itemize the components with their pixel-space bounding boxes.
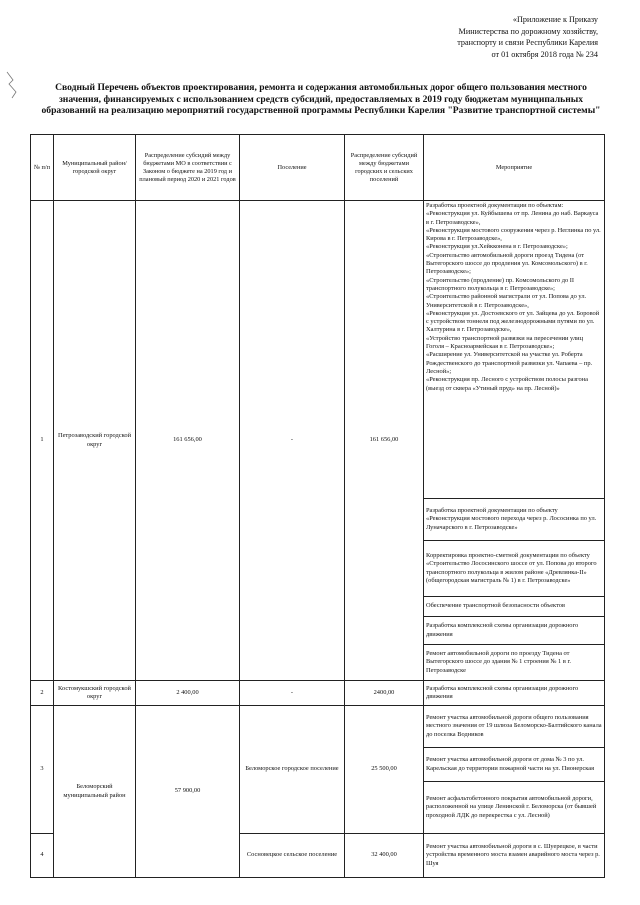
document-title: Сводный Перечень объектов проектирования, ремонта и содержания автомобильных дорог общего пользования местного значения, финансируемых с использованием средств субсидий, предоставляемых в 2019 году бюджетам муниципальных образований на реализацию мероприятий государственной программы Республики Карелия "Развитие транспортной системы" [41, 82, 601, 117]
activity-cell: Ремонт участка автомобильной дороги от дома № 3 по ул. Карельская до территории пожарной части на ул. Пионерская [424, 748, 605, 782]
row-num: 4 [31, 834, 54, 878]
col-header-settlement: Поселение [240, 135, 345, 201]
subsidy-cell: 161 656,00 [136, 201, 240, 681]
distribution-cell: 32 400,00 [345, 834, 424, 878]
col-header-subsidy: Распределение субсидий между бюджетами МО в соответствии с Законом о бюджете на 2019 год и плановый период 2020 и 2021 годов [136, 135, 240, 201]
appendix-header [398, 14, 598, 60]
table-row [31, 201, 605, 499]
activity-cell: Ремонт асфальтобетонного покрытия автомобильной дороги, расположенной на улице Ленинской г. Беломорска (от бывшей проходной ЛДК до перекрестка с ул. Лесной) [424, 782, 605, 834]
distribution-cell: 25 500,00 [345, 706, 424, 834]
activity-line: «Реконструкция пр. Лесного с устройством полосы разгона (выезд от сквера «Утиный пруд» на пр. Лесной)» [426, 376, 588, 392]
appendix-line: транспорту и связи Республики Карелия [457, 38, 598, 48]
activity-line: «Строительство автомобильной дороги проезд Тидена (от Вытегорского шоссе до продления ул. Комсомольского) в г. Петрозаводске»; [426, 251, 588, 276]
settlement-cell: Сосновецкое сельское поселение [240, 834, 345, 878]
row-num: 3 [31, 706, 54, 834]
activity-line: Разработка проектной документации по объектам: [426, 202, 564, 209]
district-cell: Беломорский муниципальный район [54, 706, 136, 878]
appendix-line: Министерства по дорожному хозяйству, [458, 26, 598, 36]
activity-cell [424, 201, 605, 499]
activity-line: «Устройство транспортной развязки на пересечении улиц Гоголя – Красноармейская в г. Петрозаводске»; [426, 334, 583, 351]
col-header-num: № п/п [31, 135, 54, 201]
pen-mark-icon [4, 70, 22, 100]
activity-line: «Реконструкция ул. Куйбышева от пр. Ленина до наб. Варкауса в г. Петрозаводске», [426, 210, 599, 226]
col-header-distribution: Распределение субсидий между бюджетами городских и сельских поселений [345, 135, 424, 201]
activity-cell: Ремонт участка автомобильной дороги общего пользования местного значения от 19 шлюза Беломорско-Балтийского канала до поселка Водников [424, 706, 605, 748]
activity-line: «Реконструкция ул.Хейкконена в г. Петрозаводске»; [426, 243, 568, 251]
activity-line: «Расширение ул. Университетской на участке ул. Роберта Рождественского до транспортной развязки ул. Чапаева – пр. Лесной»; [426, 351, 593, 375]
activity-line: «Реконструкция мостового сооружения через р. Неглинка по ул. Кирова в г. Петрозаводске», [426, 226, 601, 243]
activity-cell: Ремонт автомобильной дороги по проезду Тидена от Вытегорского шоссе до здания № 1 строения № 1 в г. Петрозаводске [424, 645, 605, 681]
row-num: 1 [31, 201, 54, 681]
objects-table [30, 134, 605, 878]
activity-cell: Ремонт участка автомобильной дороги в с. Шуерецкое, в части устройства временного моста взамен аварийного моста через р. Шуя [424, 834, 605, 878]
district-cell: Костомукшский городской округ [54, 681, 136, 706]
activity-cell: Обеспечение транспортной безопасности объектов [424, 597, 605, 617]
settlement-cell: Беломорское городское поселение [240, 706, 345, 834]
row-num: 2 [31, 681, 54, 706]
appendix-line: «Приложение к Приказу [512, 15, 598, 24]
distribution-cell: 2400,00 [345, 681, 424, 706]
table-row [31, 706, 605, 748]
col-header-district: Муниципальный район/городской округ [54, 135, 136, 201]
activity-cell: Разработка проектной документации по объекту «Реконструкция мостового перехода через р. Лососинка по ул. Луначарского в г. Петрозаводске» [424, 499, 605, 541]
header-row [31, 135, 605, 201]
col-header-activity: Мероприятие [424, 135, 605, 201]
subsidy-cell: 57 900,00 [136, 706, 240, 878]
activity-line: «Строительство (продление) пр. Комсомольского до II транспортного полукольца в г. Петрозаводске»; [426, 276, 575, 292]
activity-line: «Реконструкция ул. Достоевского от ул. Зайцева до ул. Боровой с устройством тоннеля под железнодорожными путями по ул. Халтурина в г. Петрозаводске», [426, 309, 600, 334]
activity-cell: Разработка комплексной схемы организации дорожного движения [424, 617, 605, 645]
appendix-line: от 01 октября 2018 года № 234 [491, 49, 598, 59]
table-row [31, 681, 605, 706]
distribution-cell: 161 656,00 [345, 201, 424, 681]
settlement-cell: - [240, 681, 345, 706]
activity-line: «Строительство районной магистрали от ул. Попова до ул. Университетской в г. Петрозаводске», [426, 293, 587, 309]
activity-cell: Разработка комплексной схемы организации дорожного движения [424, 681, 605, 706]
subsidy-cell: 2 400,00 [136, 681, 240, 706]
activity-cell: Корректировка проектно-сметной документации по объекту «Строительство Лососинского шоссе от ул. Попова до второго транспортного полукольца в жилом районе «Древлянка-II» (общегородская магистраль № 1) в г. Петрозаводске» [424, 541, 605, 597]
settlement-cell: - [240, 201, 345, 681]
district-cell: Петрозаводский городской округ [54, 201, 136, 681]
